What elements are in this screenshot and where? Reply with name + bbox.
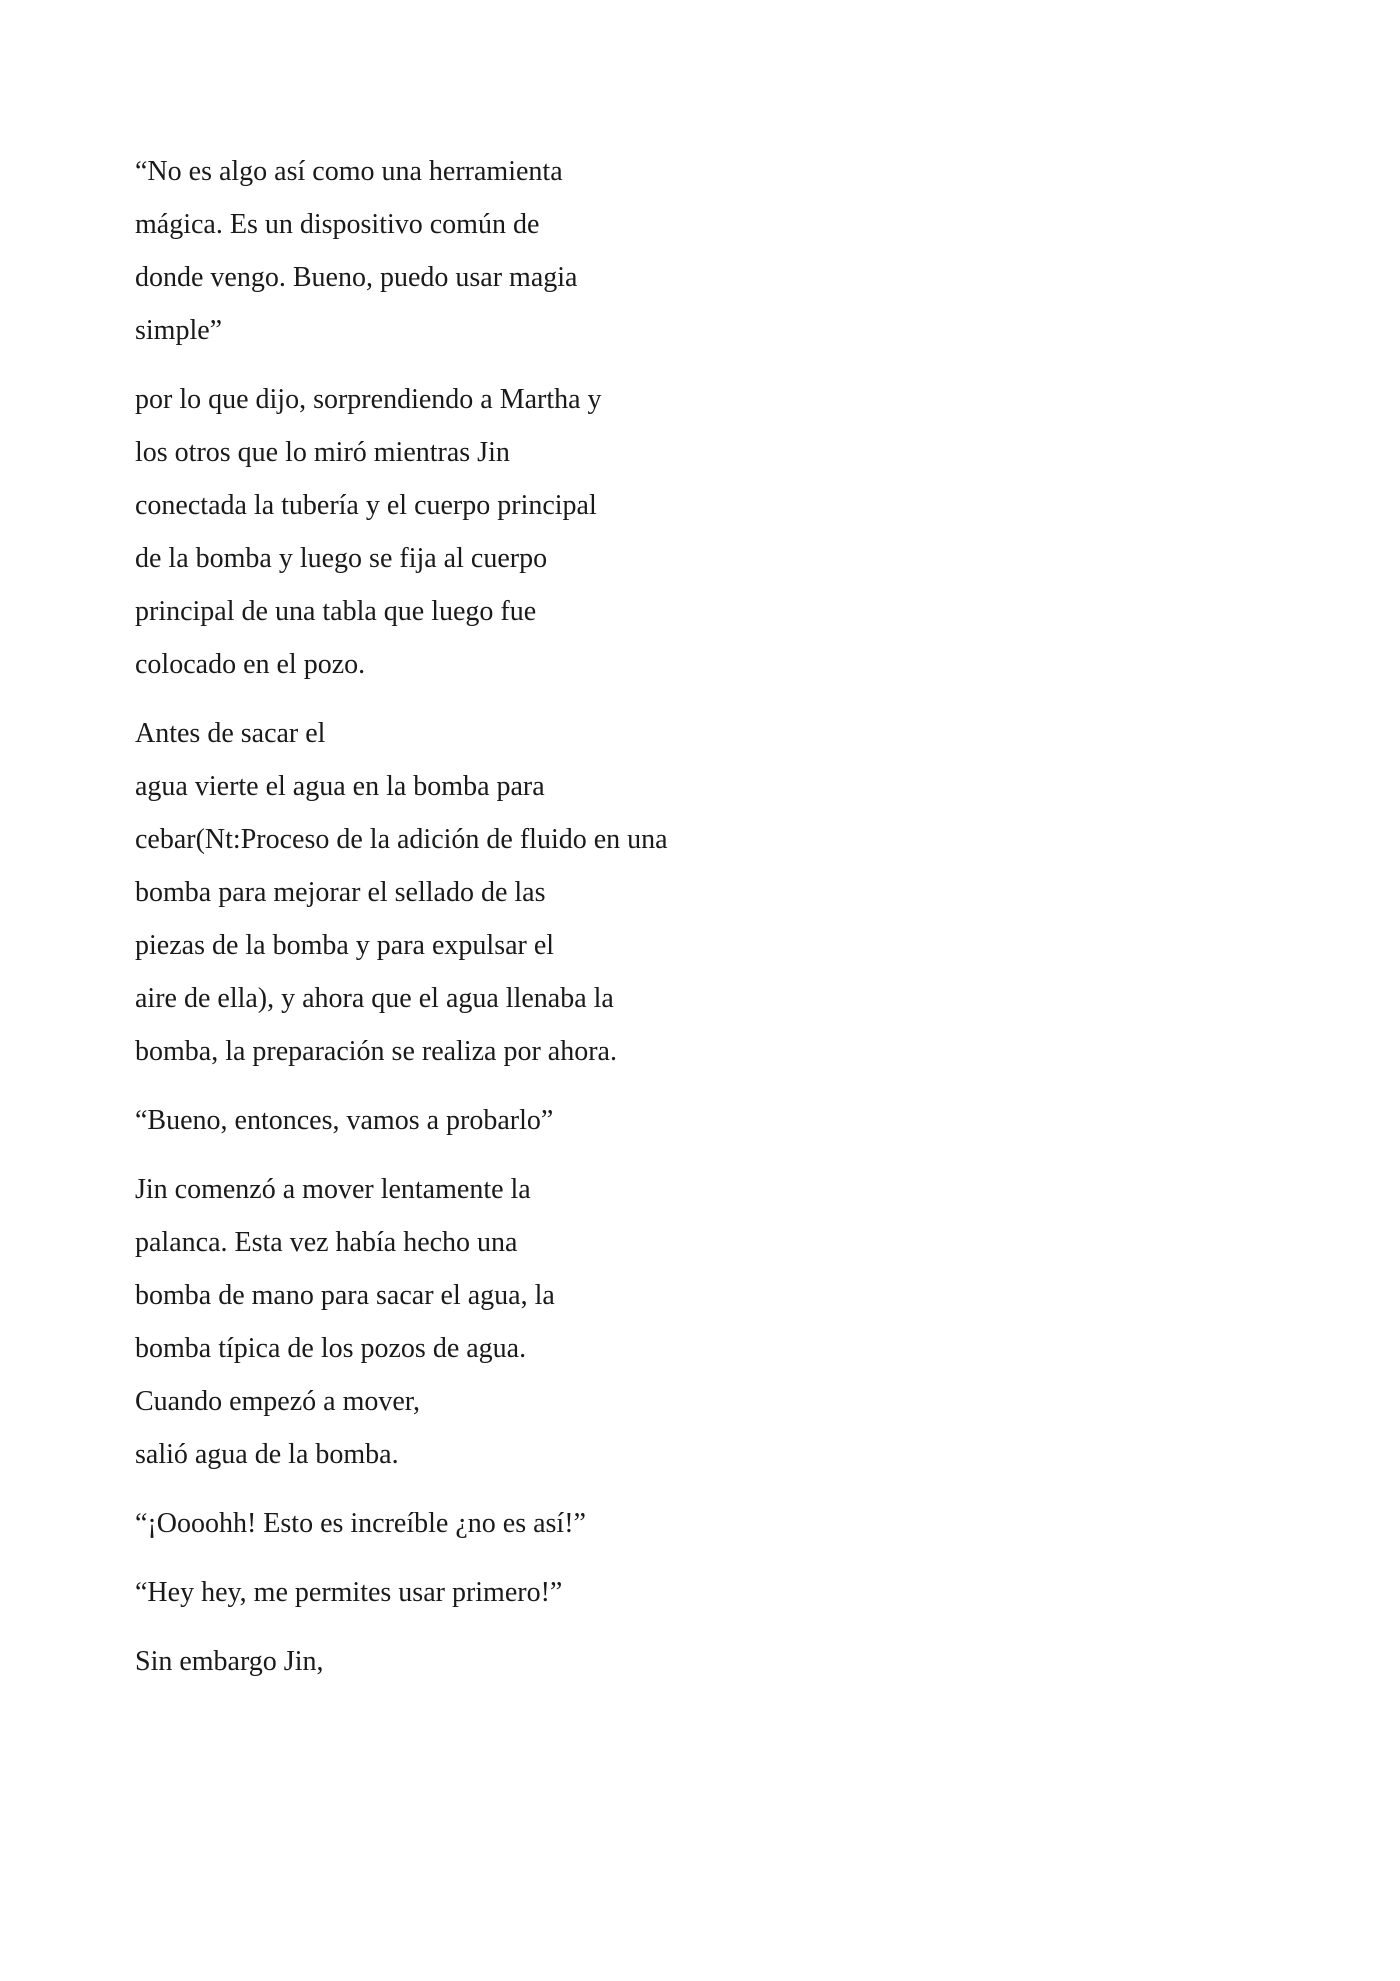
text-line: piezas de la bomba y para expulsar el — [135, 930, 555, 961]
text-line: aire de ella), y ahora que el agua llenaba la — [135, 983, 614, 1014]
text-line: palanca. Esta vez había hecho una — [135, 1227, 518, 1258]
text-line: salió agua de la bomba. — [135, 1439, 399, 1470]
paragraph-6 — [135, 1497, 1235, 1550]
text-line: simple” — [135, 315, 223, 346]
text-line: bomba de mano para sacar el agua, la — [135, 1280, 555, 1311]
paragraph-1 — [135, 145, 1235, 357]
text-line: donde vengo. Bueno, puedo usar magia — [135, 262, 578, 293]
paragraph-3 — [135, 707, 1235, 1078]
paragraph-7 — [135, 1566, 1235, 1619]
text-line: por lo que dijo, sorprendiendo a Martha y — [135, 384, 602, 415]
text-line: “Hey hey, me permites usar primero!” — [135, 1577, 563, 1608]
text-line: Antes de sacar el — [135, 718, 326, 749]
paragraph-8 — [135, 1635, 1235, 1688]
text-line: de la bomba y luego se fija al cuerpo — [135, 543, 548, 574]
text-line: colocado en el pozo. — [135, 649, 366, 680]
text-line: “Bueno, entonces, vamos a probarlo” — [135, 1105, 554, 1136]
text-line: Jin comenzó a mover lentamente la — [135, 1174, 531, 1205]
text-line: cebar(Nt:Proceso de la adición de fluido en una — [135, 824, 668, 855]
text-line: Sin embargo Jin, — [135, 1646, 324, 1677]
text-line: mágica. Es un dispositivo común de — [135, 209, 540, 240]
text-line: principal de una tabla que luego fue — [135, 596, 537, 627]
text-line: bomba, la preparación se realiza por ahora. — [135, 1036, 617, 1067]
text-line: bomba para mejorar el sellado de las — [135, 877, 546, 908]
paragraph-4 — [135, 1094, 1235, 1147]
text-line: Cuando empezó a mover, — [135, 1386, 421, 1417]
document-body — [135, 145, 1235, 1704]
paragraph-5 — [135, 1163, 1235, 1481]
text-line: bomba típica de los pozos de agua. — [135, 1333, 527, 1364]
text-line: “No es algo así como una herramienta — [135, 156, 563, 187]
paragraph-2 — [135, 373, 1235, 691]
text-line: los otros que lo miró mientras Jin — [135, 437, 510, 468]
text-line: agua vierte el agua en la bomba para — [135, 771, 545, 802]
text-line: conectada la tubería y el cuerpo principal — [135, 490, 597, 521]
text-line: “¡Oooohh! Esto es increíble ¿no es así!” — [135, 1508, 586, 1539]
